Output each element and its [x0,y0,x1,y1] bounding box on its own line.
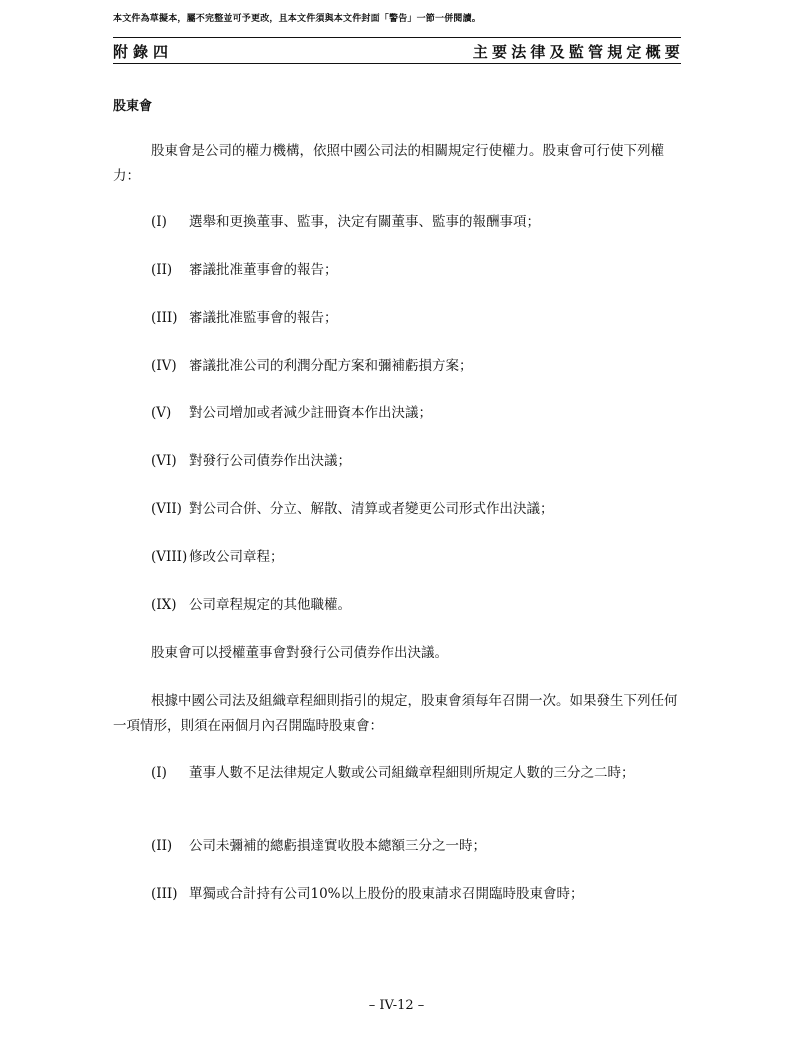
item-number: (IV) [151,358,177,374]
condition-item [151,761,683,786]
item-text: 單獨或合計持有公司10%以上股份的股東請求召開臨時股東會時； [189,886,584,902]
item-number: (V) [151,405,172,421]
page-number: – IV-12 – [368,998,425,1013]
power-item [151,497,683,522]
section-heading: 主要法律及監管規定概要 [472,43,684,61]
item-number: (VII) [151,501,182,517]
condition-item [151,882,683,907]
power-item [151,354,683,379]
power-item [151,306,683,331]
condition-item [151,834,683,859]
item-number: (III) [151,886,178,902]
power-item [151,401,683,426]
item-text: 對公司增加或者減少註冊資本作出決議； [189,405,432,421]
header-top-rule [113,37,681,38]
power-item [151,593,683,618]
item-text: 公司章程規定的其他職權。 [189,597,351,613]
item-text: 審議批准董事會的報告； [189,262,338,278]
item-number: (III) [151,310,178,326]
item-number: (II) [151,262,173,278]
section-title: 股東會 [113,99,153,114]
power-item [151,210,683,235]
authorization-text: 股東會可以授權董事會對發行公司債券作出決議。 [151,645,448,661]
item-number: (VI) [151,453,177,469]
intro-paragraph [113,139,683,189]
item-text: 董事人數不足法律規定人數或公司組織章程細則所規定人數的三分之二時； [189,765,635,781]
draft-notice: 本文件為草擬本，屬不完整並可予更改，且本文件須與本文件封面「警告」一節一併閱讀。 [113,14,482,24]
intro-text: 股東會是公司的權力機構，依照中國公司法的相關規定行使權力。股東會可行使下列權力： [113,143,664,184]
item-text: 選舉和更換董事、監事，決定有關董事、監事的報酬事項； [189,214,540,230]
item-number: (I) [151,214,167,230]
item-text: 審議批准公司的利潤分配方案和彌補虧損方案； [189,358,473,374]
item-text: 審議批准監事會的報告； [189,310,338,326]
power-item [151,545,683,570]
item-number: (I) [151,765,167,781]
meeting-rule-text: 根據中國公司法及組織章程細則指引的規定，股東會須每年召開一次。如果發生下列任何一項情形，則須在兩個月內召開臨時股東會： [113,693,678,734]
header-bottom-rule [113,63,681,64]
authorization-paragraph [113,641,683,666]
power-item [151,258,683,283]
appendix-title: 附錄四 [113,43,174,61]
item-number: (VIII) [151,549,188,565]
meeting-rule-paragraph [113,689,683,739]
power-item [151,449,683,474]
item-text: 公司未彌補的總虧損達實收股本總額三分之一時； [189,838,486,854]
item-number: (IX) [151,597,177,613]
item-text: 修改公司章程； [189,549,284,565]
item-text: 對發行公司債券作出決議； [189,453,351,469]
item-text: 對公司合併、分立、解散、清算或者變更公司形式作出決議； [189,501,554,517]
item-number: (II) [151,838,173,854]
